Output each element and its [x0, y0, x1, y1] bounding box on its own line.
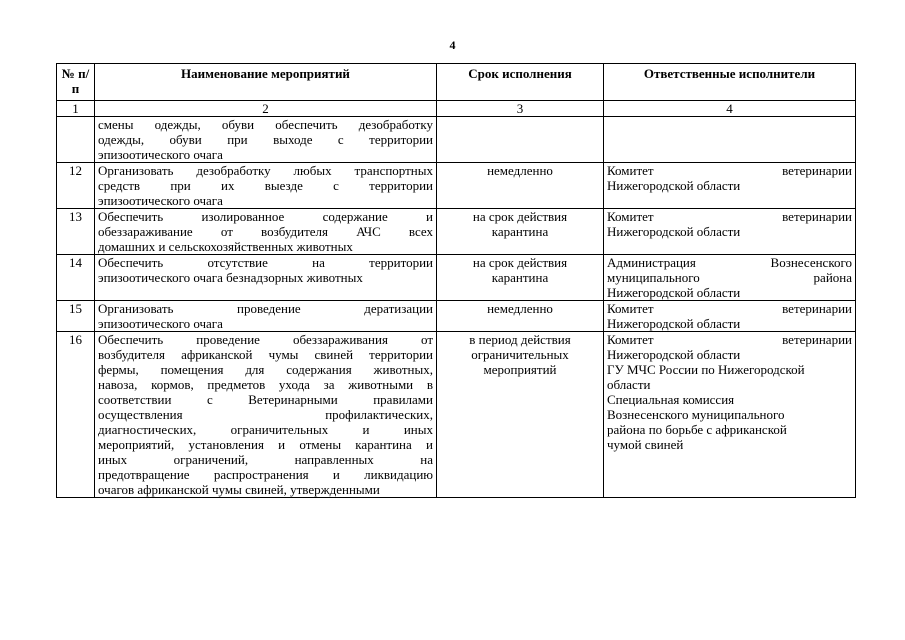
measure-name-line: эпизоотического очага — [98, 316, 223, 331]
responsible — [604, 163, 856, 209]
table-row — [57, 163, 856, 209]
deadline — [437, 301, 604, 332]
table-row — [57, 255, 856, 301]
page-number: 4 — [449, 38, 456, 52]
responsible — [604, 209, 856, 255]
measure-name — [95, 209, 437, 255]
table-body — [57, 117, 856, 498]
deadline — [437, 255, 604, 301]
deadline-line: на срок действия — [472, 255, 568, 270]
column-number: 1 — [57, 101, 95, 117]
measure-name-line: Обеспечить отсутствие на территории — [98, 255, 433, 270]
measures-table — [56, 63, 856, 498]
responsible — [604, 255, 856, 301]
deadline-line: на срок действия — [472, 209, 568, 224]
measure-name — [95, 163, 437, 209]
measure-name-line: эпизоотического очага безнадзорных животных — [98, 270, 363, 285]
responsible-line: Нижегородской области — [607, 347, 741, 362]
measure-name-line: соответствии с Ветеринарными правилами — [98, 392, 433, 407]
measure-name — [95, 301, 437, 332]
measure-name-line: средств при их выезде с территории — [98, 178, 433, 193]
measure-name-line: домашних и сельскохозяйственных животных — [98, 239, 353, 254]
measure-name-line: эпизоотического очага — [98, 193, 223, 208]
column-number: 4 — [604, 101, 856, 117]
measure-name-line: иных ограничений, направленных на — [98, 452, 433, 467]
responsible-line: Администрация Вознесенского — [607, 255, 852, 270]
row-number: 16 — [57, 332, 95, 498]
row-number: 14 — [57, 255, 95, 301]
deadline-line: ограничительных — [471, 347, 569, 362]
table-row — [57, 117, 856, 163]
measure-name-line: эпизоотического очага — [98, 147, 223, 162]
responsible-line: Комитет ветеринарии — [607, 209, 852, 224]
deadline-line: мероприятий — [483, 362, 557, 377]
deadline — [437, 209, 604, 255]
header-name: Наименование мероприятий — [95, 64, 437, 101]
measure-name-line: фермы, помещения для содержания животных, — [98, 362, 433, 377]
deadline-line: немедленно — [487, 301, 553, 316]
measure-name-line: Обеспечить проведение обеззараживания от — [98, 332, 433, 347]
responsible-line: области — [607, 377, 651, 392]
deadline — [437, 163, 604, 209]
responsible-line: Специальная комиссия — [607, 392, 735, 407]
column-number: 2 — [95, 101, 437, 117]
responsible-line: Комитет ветеринарии — [607, 163, 852, 178]
header-term: Срок исполнения — [437, 64, 604, 101]
responsible-line: Вознесенского муниципального — [607, 407, 785, 422]
deadline — [437, 117, 604, 163]
deadline-line: карантина — [491, 224, 549, 239]
measure-name-line: осуществления профилактических, — [98, 407, 433, 422]
responsible-line: Нижегородской области — [607, 178, 741, 193]
measure-name-line: очагов африканской чумы свиней, утвержденными — [98, 482, 380, 497]
measure-name-line: навоза, кормов, предметов ухода за животными в — [98, 377, 433, 392]
responsible — [604, 332, 856, 498]
measure-name-line: одежды, обуви при выходе с территории — [98, 132, 433, 147]
table-row — [57, 301, 856, 332]
responsible-line: ГУ МЧС России по Нижегородской — [607, 362, 805, 377]
responsible — [604, 301, 856, 332]
deadline-line: немедленно — [487, 163, 553, 178]
table-row — [57, 332, 856, 498]
column-number: 3 — [437, 101, 604, 117]
table-row — [57, 209, 856, 255]
table-header-row — [57, 64, 856, 101]
responsible-line: Нижегородской области — [607, 224, 741, 239]
responsible-line: Нижегородской области — [607, 285, 741, 300]
column-numbers-row — [57, 101, 856, 117]
measure-name — [95, 332, 437, 498]
header-resp: Ответственные исполнители — [604, 64, 856, 101]
measure-name-line: Организовать проведение дератизации — [98, 301, 433, 316]
responsible — [604, 117, 856, 163]
measure-name-line: предотвращение распространения и ликвидацию — [98, 467, 433, 482]
row-number: 15 — [57, 301, 95, 332]
responsible-line: района по борьбе с африканской — [607, 422, 787, 437]
measure-name — [95, 117, 437, 163]
responsible-line: чумой свиней — [607, 437, 684, 452]
measure-name-line: диагностических, ограничительных и иных — [98, 422, 433, 437]
measure-name-line: мероприятий, установления и отмены карантина и — [98, 437, 433, 452]
row-number: 12 — [57, 163, 95, 209]
measure-name-line: смены одежды, обуви обеспечить дезобработку — [98, 117, 433, 132]
responsible-line: Комитет ветеринарии — [607, 332, 852, 347]
row-number: 13 — [57, 209, 95, 255]
header-num: № п/п — [57, 64, 95, 101]
responsible-line: Комитет ветеринарии — [607, 301, 852, 316]
measure-name-line: возбудителя африканской чумы свиней территории — [98, 347, 433, 362]
measure-name-line: Организовать дезобработку любых транспортных — [98, 163, 433, 178]
deadline — [437, 332, 604, 498]
deadline-line: в период действия — [469, 332, 571, 347]
deadline-line: карантина — [491, 270, 549, 285]
measure-name-line: обеззараживание от возбудителя АЧС всех — [98, 224, 433, 239]
row-number — [57, 117, 95, 163]
measure-name-line: Обеспечить изолированное содержание и — [98, 209, 433, 224]
measure-name — [95, 255, 437, 301]
responsible-line: Нижегородской области — [607, 316, 741, 331]
responsible-line: муниципального района — [607, 270, 852, 285]
